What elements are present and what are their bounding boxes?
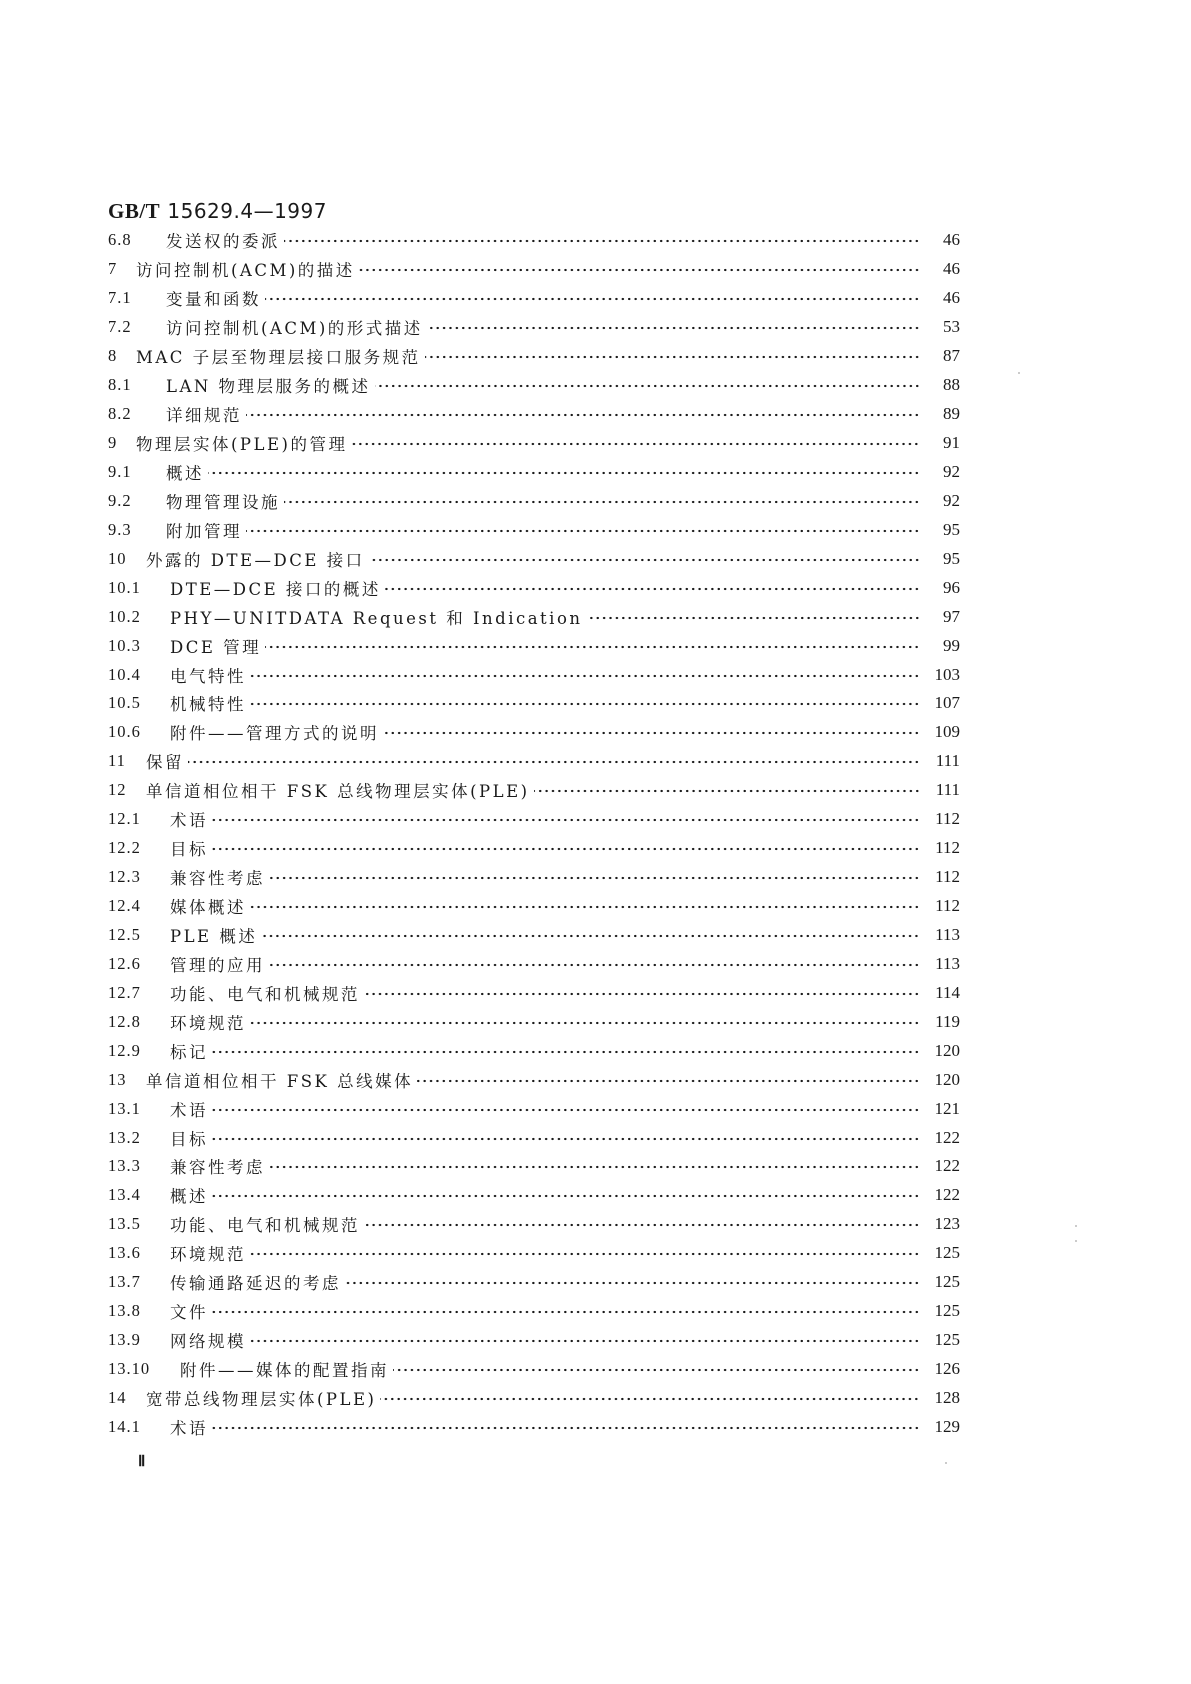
toc-entry (108, 1268, 960, 1297)
section-number: 13.2 (108, 1127, 141, 1147)
standard-prefix: GB/T (108, 199, 161, 223)
section-number: 10 (108, 548, 127, 568)
dot-leader (284, 500, 920, 504)
dot-leader (587, 616, 920, 620)
page-number: 129 (934, 1416, 960, 1436)
dot-leader (250, 1339, 920, 1343)
toc-entry (108, 544, 960, 573)
section-title: 物理层实体(PLE)的管理 (136, 435, 348, 455)
page-number: 89 (943, 404, 960, 424)
dot-leader (425, 355, 920, 359)
section-title: 媒体概述 (170, 898, 246, 918)
dot-leader (269, 963, 920, 967)
section-number: 14.1 (108, 1416, 141, 1436)
page-number: 91 (943, 433, 960, 453)
section-number: 13.1 (108, 1098, 141, 1118)
dot-leader (375, 384, 920, 388)
page-number: 92 (943, 490, 960, 510)
dot-leader (284, 239, 920, 243)
page-number: 112 (935, 838, 960, 858)
page-number: 122 (934, 1156, 960, 1176)
section-number: 12.7 (108, 982, 141, 1002)
dot-leader (393, 1368, 920, 1372)
dot-leader (369, 558, 920, 562)
page-number: 125 (934, 1330, 960, 1350)
dot-leader (427, 326, 920, 330)
page-number: 113 (935, 953, 960, 973)
page-number: 123 (934, 1214, 960, 1234)
dot-leader (250, 1252, 920, 1256)
toc-entry (108, 1065, 960, 1094)
section-number: 12.5 (108, 924, 141, 944)
section-title: 兼容性考虑 (170, 869, 265, 889)
page-number: 125 (934, 1301, 960, 1321)
toc-entry (108, 284, 960, 313)
section-number: 8.1 (108, 375, 132, 395)
section-title: 功能、电气和机械规范 (170, 984, 360, 1004)
dot-leader (534, 789, 920, 793)
page-number: 96 (943, 577, 960, 597)
dot-leader (212, 847, 920, 851)
page-number: 112 (935, 867, 960, 887)
page-number: 97 (943, 606, 960, 626)
section-title: MAC 子层至物理层接口服务规范 (136, 348, 421, 368)
dot-leader (269, 876, 920, 880)
section-title: 访问控制机(ACM)的形式描述 (166, 319, 423, 339)
page-number: 122 (934, 1185, 960, 1205)
toc-entry (108, 892, 960, 921)
section-title: 环境规范 (170, 1245, 246, 1265)
toc-entry (108, 1152, 960, 1181)
dot-leader (246, 529, 920, 533)
section-title: 附件——媒体的配置指南 (180, 1361, 389, 1381)
page-number: 99 (943, 635, 960, 655)
section-number: 13.6 (108, 1243, 141, 1263)
section-title: DCE 管理 (170, 637, 262, 657)
toc-entry (108, 747, 960, 776)
page-number: 46 (943, 259, 960, 279)
section-title: 文件 (170, 1303, 208, 1323)
section-title: 标记 (170, 1042, 208, 1062)
toc-entry (108, 1007, 960, 1036)
section-title: 外露的 DTE—DCE 接口 (146, 550, 365, 570)
toc-entry (108, 458, 960, 487)
toc-entry (108, 371, 960, 400)
section-number: 12.3 (108, 867, 141, 887)
section-title: 兼容性考虑 (170, 1158, 265, 1178)
toc-entry (108, 834, 960, 863)
toc-entry (108, 602, 960, 631)
dot-leader (265, 645, 920, 649)
toc-entry (108, 689, 960, 718)
toc-entry (108, 631, 960, 660)
section-number: 10.4 (108, 664, 141, 684)
dot-leader (212, 1108, 920, 1112)
toc-entry (108, 342, 960, 371)
document-header (108, 199, 327, 224)
section-number: 14 (108, 1387, 127, 1407)
scan-speck (1018, 372, 1020, 374)
section-number: 13.3 (108, 1156, 141, 1176)
page-number: 119 (935, 1011, 960, 1031)
dot-leader (250, 702, 920, 706)
dot-leader (250, 1021, 920, 1025)
section-title: PHY—UNITDATA Request 和 Indication (170, 608, 583, 628)
section-number: 10.6 (108, 722, 141, 742)
dot-leader (417, 1079, 920, 1083)
page-number: 114 (935, 982, 960, 1002)
toc-entry (108, 949, 960, 978)
toc-entry (108, 400, 960, 429)
page-number: 125 (934, 1272, 960, 1292)
page-number: 109 (934, 722, 960, 742)
section-number: 8.2 (108, 404, 132, 424)
page-number: 113 (935, 924, 960, 944)
section-title: 变量和函数 (166, 290, 261, 310)
section-title: PLE 概述 (170, 926, 258, 946)
dot-leader (351, 442, 920, 446)
section-number: 13.5 (108, 1214, 141, 1234)
page-number: 95 (943, 519, 960, 539)
dot-leader (212, 1310, 920, 1314)
page-number-footer: Ⅱ (138, 1454, 146, 1470)
scan-speck (1075, 1225, 1077, 1227)
toc-entry (108, 1239, 960, 1268)
dot-leader (250, 674, 920, 678)
dot-leader (359, 268, 920, 272)
section-title: 环境规范 (170, 1013, 246, 1033)
toc-entry (108, 978, 960, 1007)
section-title: 网络规模 (170, 1332, 246, 1352)
section-number: 13.4 (108, 1185, 141, 1205)
page-number: 120 (934, 1069, 960, 1089)
section-number: 7.2 (108, 317, 132, 337)
toc-entry (108, 1123, 960, 1152)
section-number: 10.5 (108, 693, 141, 713)
section-number: 11 (108, 751, 126, 771)
scan-speck (945, 1462, 947, 1464)
dot-leader (212, 818, 920, 822)
dot-leader (380, 1397, 920, 1401)
dot-leader (345, 1281, 920, 1285)
toc-entry (108, 226, 960, 255)
section-number: 13.8 (108, 1301, 141, 1321)
section-title: 发送权的委派 (166, 232, 280, 252)
section-title: 机械特性 (170, 695, 246, 715)
section-title: 附加管理 (166, 521, 242, 541)
section-number: 10.3 (108, 635, 141, 655)
section-number: 13.9 (108, 1330, 141, 1350)
page-number: 111 (935, 751, 960, 771)
page-number: 103 (934, 664, 960, 684)
toc-entry (108, 863, 960, 892)
page-number: 53 (943, 317, 960, 337)
section-title: 目标 (170, 1129, 208, 1149)
page-number: 107 (934, 693, 960, 713)
dot-leader (208, 471, 920, 475)
section-title: 功能、电气和机械规范 (170, 1216, 360, 1236)
toc-entry (108, 921, 960, 950)
dot-leader (383, 731, 920, 735)
page-number: 126 (934, 1359, 960, 1379)
section-title: LAN 物理层服务的概述 (166, 377, 371, 397)
page-number: 95 (943, 548, 960, 568)
section-number: 12.8 (108, 1011, 141, 1031)
section-title: 术语 (170, 811, 208, 831)
page-number: 122 (934, 1127, 960, 1147)
dot-leader (212, 1050, 920, 1054)
dot-leader (265, 297, 920, 301)
toc-entry (108, 515, 960, 544)
section-number: 9.2 (108, 490, 132, 510)
table-of-contents (108, 226, 960, 1441)
toc-entry (108, 313, 960, 342)
toc-entry (108, 255, 960, 284)
page-number: 125 (934, 1243, 960, 1263)
page-number: 46 (943, 288, 960, 308)
section-title: 单信道相位相干 FSK 总线媒体 (146, 1071, 414, 1091)
section-number: 13.10 (108, 1359, 151, 1379)
toc-entry (108, 1297, 960, 1326)
page-number: 128 (934, 1387, 960, 1407)
page-number: 121 (934, 1098, 960, 1118)
scan-speck (1075, 1240, 1077, 1242)
toc-entry (108, 429, 960, 458)
section-title: 传输通路延迟的考虑 (170, 1274, 341, 1294)
toc-entry (108, 1355, 960, 1384)
section-title: 单信道相位相干 FSK 总线物理层实体(PLE) (146, 782, 530, 802)
section-title: 术语 (170, 1100, 208, 1120)
toc-entry (108, 776, 960, 805)
section-number: 12 (108, 780, 127, 800)
toc-entry (108, 1412, 960, 1441)
toc-entry (108, 660, 960, 689)
toc-entry (108, 805, 960, 834)
dot-leader (385, 587, 920, 591)
page-number: 46 (943, 230, 960, 250)
section-number: 6.8 (108, 230, 132, 250)
section-number: 13.7 (108, 1272, 141, 1292)
section-title: 详细规范 (166, 406, 242, 426)
dot-leader (364, 992, 920, 996)
dot-leader (261, 934, 920, 938)
section-number: 9.1 (108, 461, 132, 481)
toc-entry (108, 573, 960, 602)
section-number: 10.1 (108, 577, 141, 597)
toc-entry (108, 1036, 960, 1065)
section-title: 访问控制机(ACM)的描述 (136, 261, 355, 281)
section-number: 8 (108, 346, 118, 366)
section-title: 概述 (170, 1187, 208, 1207)
toc-entry (108, 486, 960, 515)
dot-leader (250, 905, 920, 909)
section-title: 宽带总线物理层实体(PLE) (146, 1389, 377, 1409)
toc-entry (108, 1210, 960, 1239)
section-title: DTE—DCE 接口的概述 (170, 579, 381, 599)
toc-entry (108, 1094, 960, 1123)
section-title: 保留 (146, 753, 184, 773)
section-number: 7.1 (108, 288, 132, 308)
section-number: 13 (108, 1069, 127, 1089)
section-number: 12.6 (108, 953, 141, 973)
dot-leader (212, 1194, 920, 1198)
page-number: 112 (935, 809, 960, 829)
toc-entry (108, 1384, 960, 1413)
section-number: 7 (108, 259, 118, 279)
page-number: 87 (943, 346, 960, 366)
dot-leader (246, 413, 920, 417)
section-title: 目标 (170, 840, 208, 860)
dot-leader (269, 1165, 920, 1169)
section-title: 附件——管理方式的说明 (170, 724, 379, 744)
section-number: 12.4 (108, 896, 141, 916)
section-title: 管理的应用 (170, 955, 265, 975)
dot-leader (364, 1223, 920, 1227)
section-title: 概述 (166, 463, 204, 483)
page-number: 112 (935, 896, 960, 916)
dot-leader (212, 1426, 920, 1430)
toc-entry (108, 718, 960, 747)
section-number: 12.1 (108, 809, 141, 829)
page-number: 111 (935, 780, 960, 800)
standard-number: 15629.4—1997 (167, 199, 327, 223)
section-number: 12.2 (108, 838, 141, 858)
section-number: 9 (108, 433, 118, 453)
page-number: 88 (943, 375, 960, 395)
page-number: 120 (934, 1040, 960, 1060)
page-number: 92 (943, 461, 960, 481)
section-number: 10.2 (108, 606, 141, 626)
section-title: 物理管理设施 (166, 492, 280, 512)
dot-leader (212, 1137, 920, 1141)
section-number: 9.3 (108, 519, 132, 539)
dot-leader (188, 760, 920, 764)
section-title: 术语 (170, 1418, 208, 1438)
toc-entry (108, 1181, 960, 1210)
toc-entry (108, 1326, 960, 1355)
section-number: 12.9 (108, 1040, 141, 1060)
section-title: 电气特性 (170, 666, 246, 686)
